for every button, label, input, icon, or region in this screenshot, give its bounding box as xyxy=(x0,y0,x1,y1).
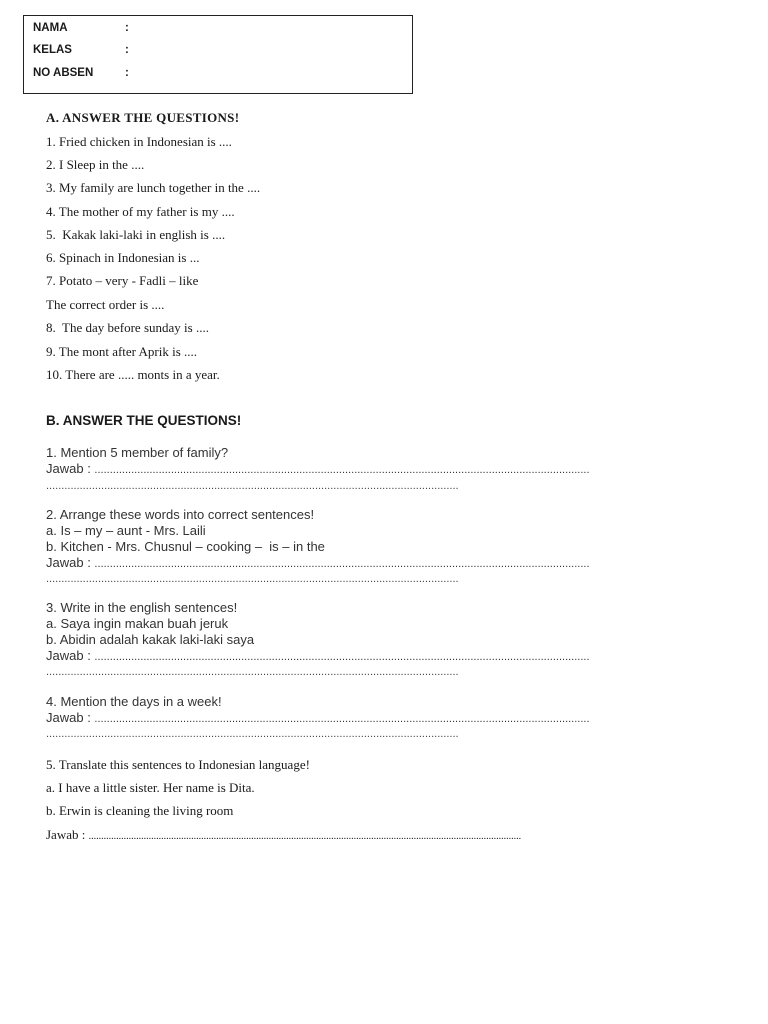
identity-row-no-absen xyxy=(33,65,129,81)
answer-line-b-1 xyxy=(46,461,718,478)
section-b-title: B. ANSWER THE QUESTIONS! xyxy=(46,413,242,428)
answer-label: Jawab : xyxy=(46,555,95,570)
question-a-4: 4. The mother of my father is my .... xyxy=(46,204,235,219)
question-b-4: 4. Mention the days in a week! xyxy=(46,694,222,709)
section-a-title: A. ANSWER THE QUESTIONS! xyxy=(46,110,240,125)
question-b-5-b: b. Erwin is cleaning the living room xyxy=(46,803,234,818)
question-a-7: 7. Potato – very - Fadli – like xyxy=(46,273,199,288)
question-a-2: 2. I Sleep in the .... xyxy=(46,157,145,172)
answer-dots: .................................................................................................................................................................. xyxy=(94,558,590,570)
question-b-3-b: b. Abidin adalah kakak laki-laki saya xyxy=(46,632,255,647)
question-a-5: 5. Kakak laki-laki in english is .... xyxy=(46,227,226,242)
question-b-2-a: a. Is – my – aunt - Mrs. Laili xyxy=(46,523,206,538)
question-a-10: 10. There are ..... monts in a year. xyxy=(46,367,220,382)
identity-row-nama xyxy=(33,20,129,36)
identity-colon: : xyxy=(125,44,129,56)
identity-label: NO ABSEN xyxy=(33,67,94,79)
identity-label: NAMA xyxy=(33,22,68,34)
answer-dots-continuation: ....................................................................................................................................... xyxy=(46,480,459,492)
answer-dots: .................................................................................................................................................................. xyxy=(94,713,590,725)
answer-label: Jawab : xyxy=(46,827,89,842)
answer-line-b-2 xyxy=(46,555,718,572)
student-identity-box xyxy=(23,15,413,94)
question-a-3: 3. My family are lunch together in the .... xyxy=(46,180,261,195)
question-b-2: 2. Arrange these words into correct sentences! xyxy=(46,507,315,522)
question-a-1: 1. Fried chicken in Indonesian is .... xyxy=(46,134,232,149)
answer-label: Jawab : xyxy=(46,710,95,725)
question-a-7-instruction: The correct order is .... xyxy=(46,297,165,312)
answer-line-b-5 xyxy=(46,827,678,845)
question-a-8: 8. The day before sunday is .... xyxy=(46,320,209,335)
identity-row-kelas xyxy=(33,42,129,58)
identity-colon: : xyxy=(125,67,129,79)
question-b-3: 3. Write in the english sentences! xyxy=(46,600,238,615)
answer-dots: .................................................................................................................................................................. xyxy=(94,651,590,663)
question-b-2-b: b. Kitchen - Mrs. Chusnul – cooking – is – in the xyxy=(46,539,325,554)
identity-label: KELAS xyxy=(33,44,72,56)
question-a-9: 9. The mont after Aprik is .... xyxy=(46,344,198,359)
answer-dots-continuation: ....................................................................................................................................... xyxy=(46,728,459,740)
answer-dots: .................................................................................................................................................................. xyxy=(94,464,590,476)
answer-label: Jawab : xyxy=(46,461,95,476)
identity-colon: : xyxy=(125,22,129,34)
question-b-3-a: a. Saya ingin makan buah jeruk xyxy=(46,616,229,631)
answer-line-b-3 xyxy=(46,648,718,665)
answer-dots-continuation: ....................................................................................................................................... xyxy=(46,573,459,585)
answer-label: Jawab : xyxy=(46,648,95,663)
question-a-6: 6. Spinach in Indonesian is ... xyxy=(46,250,200,265)
question-b-5: 5. Translate this sentences to Indonesian language! xyxy=(46,757,310,772)
answer-dots: ............................................................................................................................................................................. xyxy=(88,831,522,842)
answer-dots-continuation: ....................................................................................................................................... xyxy=(46,666,459,678)
answer-line-b-4 xyxy=(46,710,718,727)
question-b-5-a: a. I have a little sister. Her name is Dita. xyxy=(46,780,255,795)
question-b-1: 1. Mention 5 member of family? xyxy=(46,445,229,460)
